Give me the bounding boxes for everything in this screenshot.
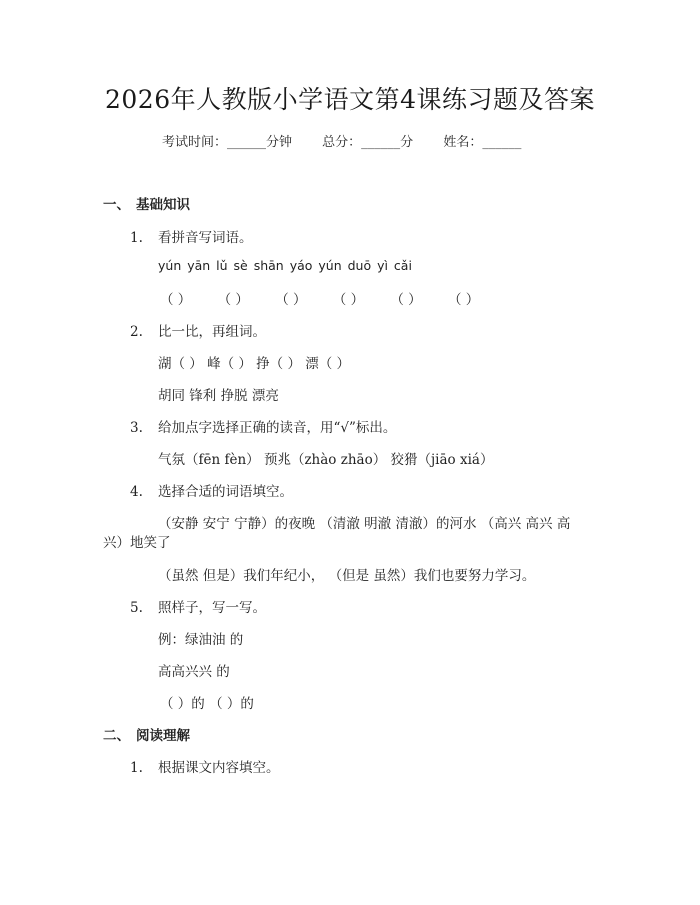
- word-choice-line: （安静 安宁 宁静）的夜晚 （清澈 明澈 清澈）的河水 （高兴 高兴 高: [158, 516, 571, 532]
- question-5: [130, 596, 266, 616]
- question-number: 5.: [130, 600, 143, 616]
- pronunciation-choices-line: 气氛（fēn fèn） 预兆（zhào zhāo） 狡猾（jiāo xiá）: [158, 452, 494, 468]
- reading-question-1: [130, 756, 280, 776]
- section-heading-basics: [103, 193, 190, 213]
- fill-pattern-line: （ ）的 （ ）的: [160, 696, 254, 712]
- total-score-field: 总分：______分: [322, 135, 414, 150]
- section-title: 阅读理解: [136, 728, 190, 744]
- compare-characters-line: 湖（ ） 峰（ ） 挣（ ） 漂（ ）: [158, 356, 351, 372]
- question-text: 比一比，再组词。: [158, 324, 266, 340]
- answer-blank[interactable]: （ ）: [160, 292, 192, 308]
- question-2: [130, 320, 266, 340]
- question-text: 看拼音写词语。: [158, 230, 253, 246]
- question-text: 选择合适的词语填空。: [158, 484, 293, 500]
- pinyin-line: yún yān lǔ sè shān yáo yún duō yì cǎi: [158, 258, 412, 273]
- question-number: 2.: [130, 324, 143, 340]
- question-number: 4.: [130, 484, 143, 500]
- question-3: [130, 416, 396, 436]
- exam-meta: [162, 131, 521, 150]
- section-number: 二、: [103, 728, 130, 744]
- student-name-field: 姓名：______: [443, 135, 522, 150]
- answer-blank[interactable]: （ ）: [332, 292, 365, 308]
- question-number: 1.: [130, 230, 143, 246]
- answer-blanks-row: [160, 288, 501, 308]
- question-4: [130, 480, 293, 500]
- section-number: 一、: [103, 197, 130, 213]
- word-choice-line-wrap: 兴）地笑了: [103, 535, 171, 551]
- pattern-line: 高高兴兴 的: [158, 664, 230, 680]
- exam-time-field: 考试时间：______分钟: [162, 135, 293, 150]
- section-title: 基础知识: [136, 197, 190, 213]
- question-number: 1.: [130, 760, 143, 776]
- answer-blank[interactable]: （ ）: [390, 292, 422, 308]
- example-words-line: 胡同 锋利 挣脱 漂亮: [158, 388, 279, 404]
- question-1: [130, 226, 253, 246]
- example-line: 例：绿油油 的: [158, 632, 244, 648]
- page-title: 2026年人教版小学语文第4课练习题及答案: [104, 85, 596, 114]
- question-text: 根据课文内容填空。: [158, 760, 280, 776]
- section-heading-reading: [103, 724, 190, 744]
- question-text: 照样子，写一写。: [158, 600, 266, 616]
- question-number: 3.: [130, 420, 143, 436]
- answer-blank[interactable]: （ ）: [275, 292, 307, 308]
- answer-blank[interactable]: （ ）: [447, 292, 480, 308]
- question-text: 给加点字选择正确的读音，用“√”标出。: [158, 420, 397, 436]
- answer-blank[interactable]: （ ）: [217, 292, 249, 308]
- conjunction-choice-line: （虽然 但是）我们年纪小， （但是 虽然）我们也要努力学习。: [158, 568, 536, 584]
